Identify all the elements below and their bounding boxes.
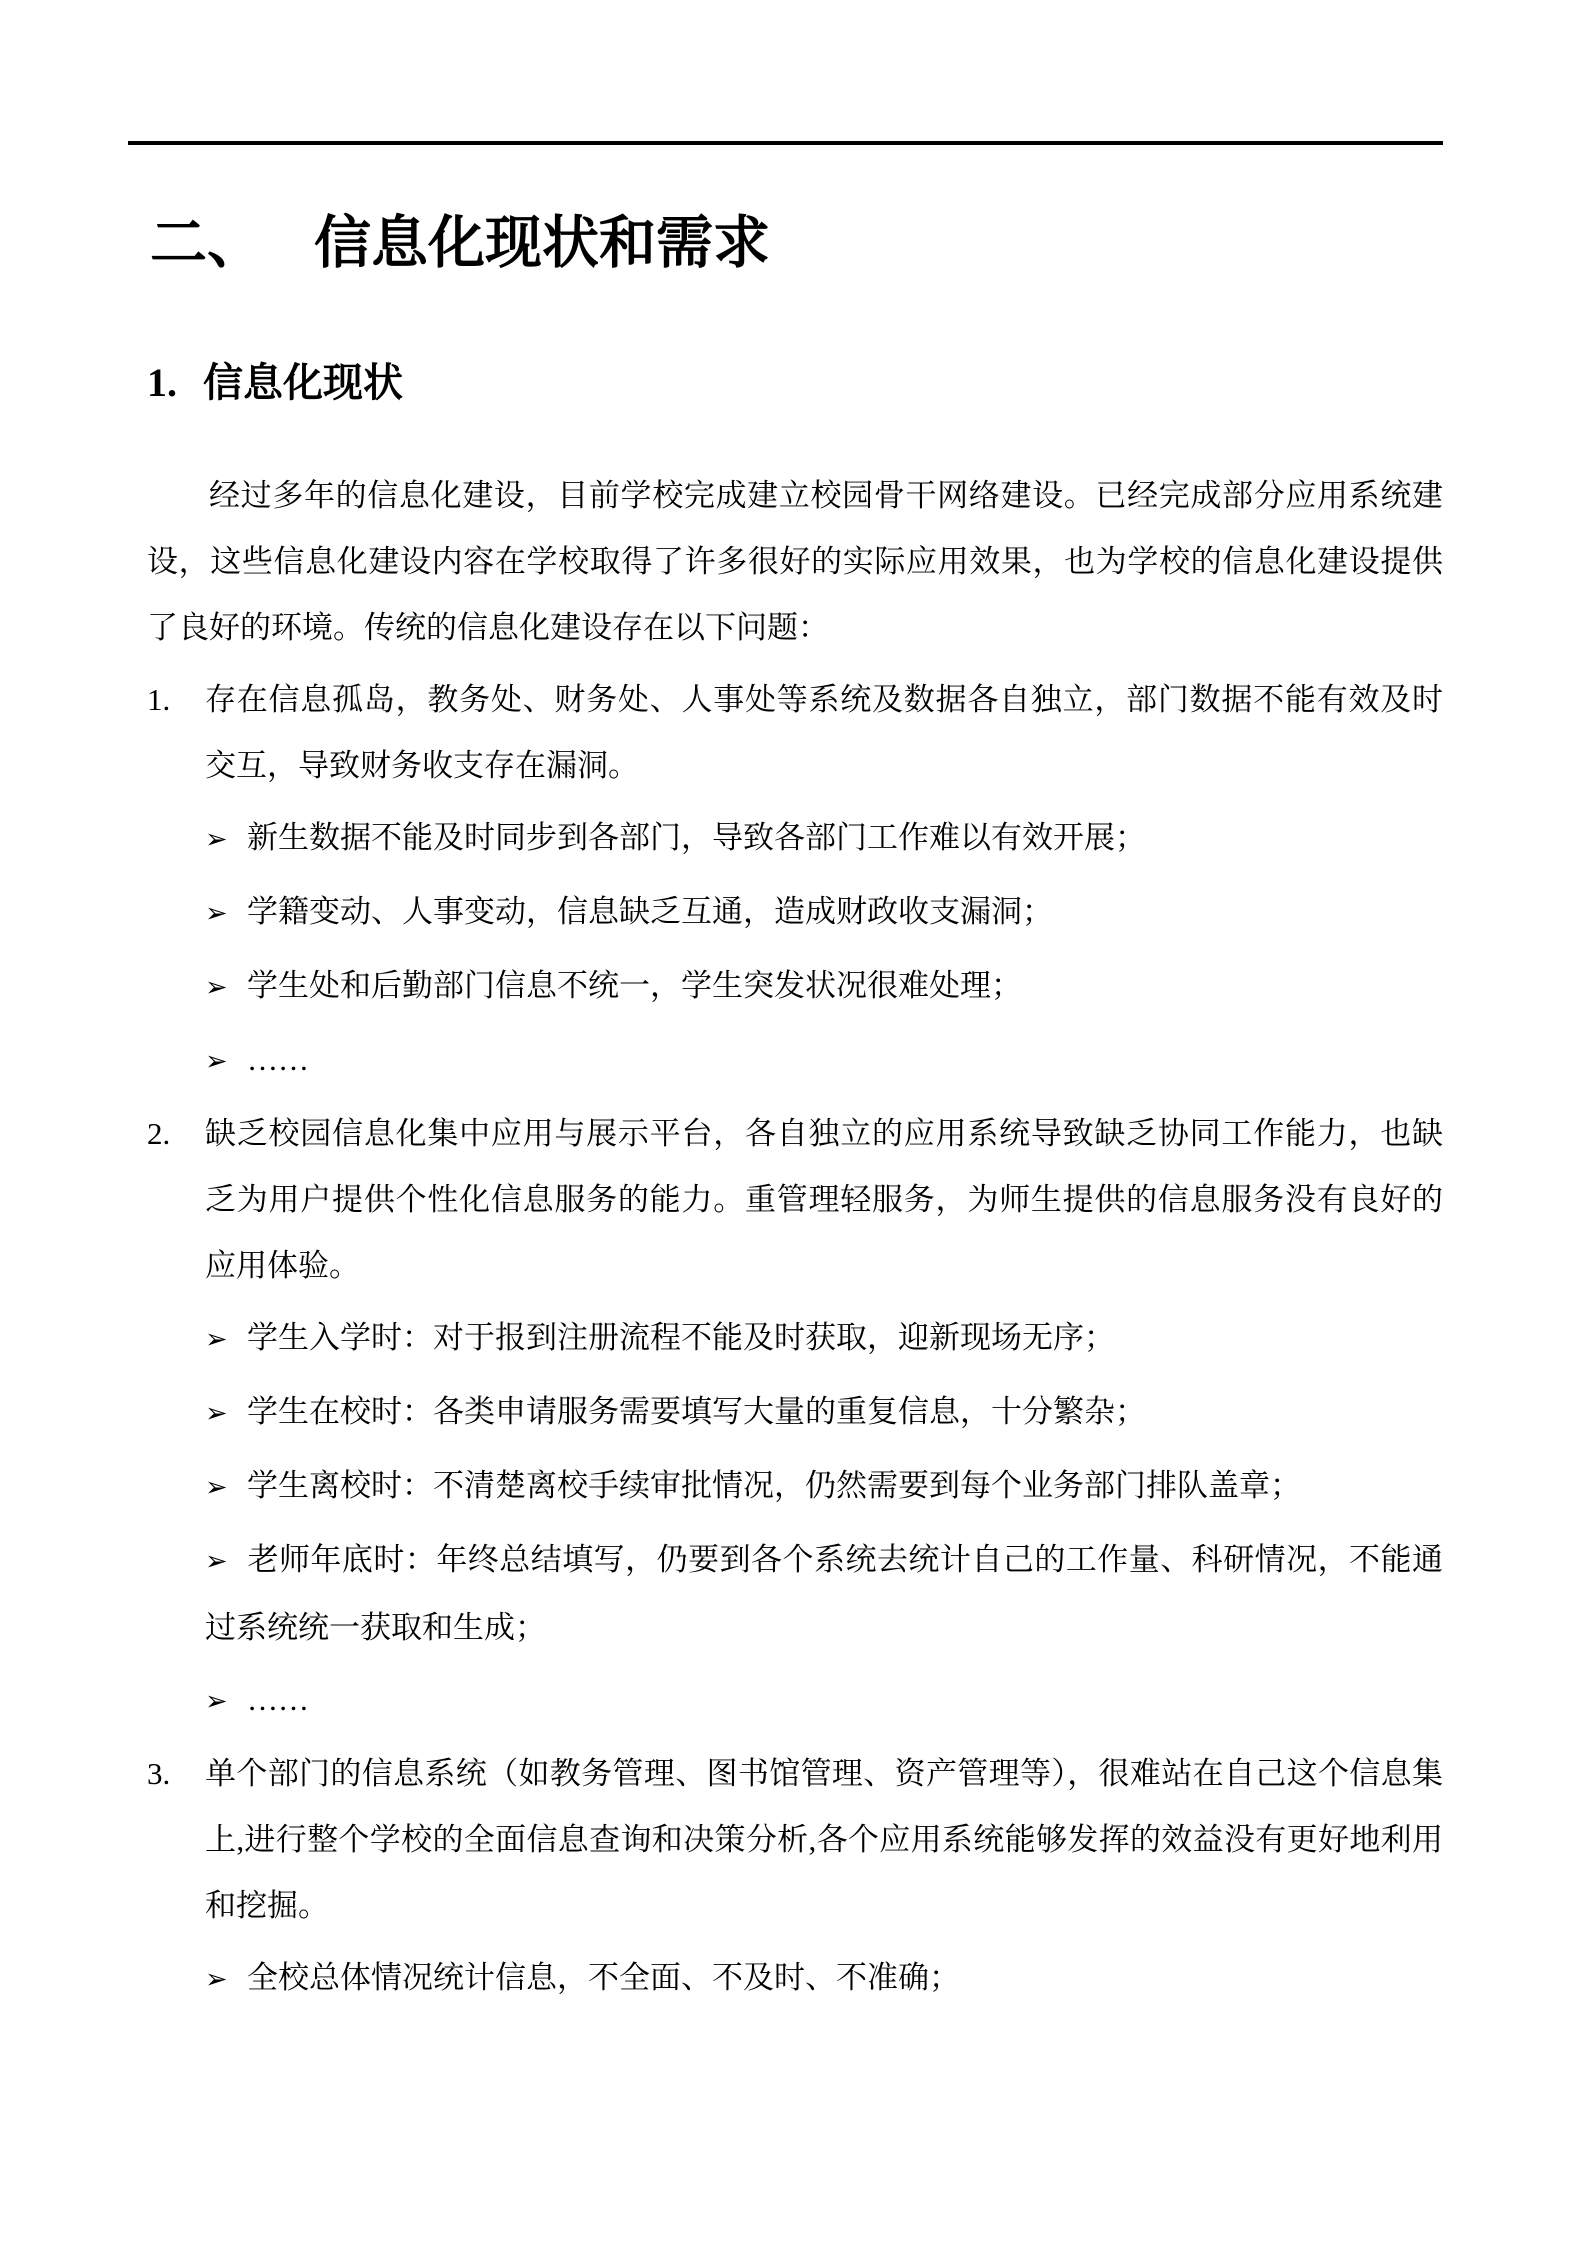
chapter-number: 二、 — [150, 212, 264, 275]
bullet-list-1 — [205, 805, 1443, 1095]
bullet-text: 学生在校时：各类申请服务需要填写大量的重复信息，十分繁杂； — [247, 1394, 1146, 1429]
bullet-arrow-icon: ➢ — [205, 898, 228, 929]
problem-text: 存在信息孤岛，教务处、财务处、人事处等系统及数据各自独立，部门数据不能有效及时交互，导致财务收支存在漏洞。 — [205, 682, 1443, 783]
bullet-list-3 — [205, 1945, 1443, 2013]
bullet-arrow-icon: ➢ — [205, 972, 228, 1003]
chapter-heading — [150, 205, 1443, 283]
bullet-text: 新生数据不能及时同步到各部门，导致各部门工作难以有效开展； — [247, 820, 1146, 855]
bullet-text: 学生离校时：不清楚离校手续审批情况，仍然需要到每个业务部门排队盖章； — [247, 1468, 1301, 1503]
bullet-text: …… — [247, 1682, 309, 1717]
intro-paragraph: 经过多年的信息化建设，目前学校完成建立校园骨干网络建设。已经完成部分应用系统建设，这些信息化建设内容在学校取得了许多很好的实际应用效果，也为学校的信息化建设提供了良好的环境。传统的信息化建设存在以下问题： — [147, 478, 1443, 645]
bullet-text: 学生入学时：对于报到注册流程不能及时获取，迎新现场无序； — [247, 1320, 1115, 1355]
bullet-item — [205, 1945, 1443, 2013]
section-title: 信息化现状 — [203, 360, 403, 405]
bullet-arrow-icon: ➢ — [205, 824, 228, 855]
problem-text: 单个部门的信息系统（如教务管理、图书馆管理、资产管理等），很难站在自己这个信息集上,进行整个学校的全面信息查询和决策分析,各个应用系统能够发挥的效益没有更好地利用和挖掘。 — [205, 1756, 1443, 1923]
problem-number: 1. — [147, 682, 171, 717]
bullet-text: 学生处和后勤部门信息不统一，学生突发状况很难处理； — [247, 968, 1022, 1003]
bullet-item — [205, 1305, 1443, 1373]
bullet-item — [205, 1527, 1443, 1661]
bullet-arrow-icon: ➢ — [205, 1046, 228, 1077]
bullet-arrow-icon: ➢ — [205, 1964, 228, 1995]
bullet-text: 学籍变动、人事变动，信息缺乏互通，造成财政收支漏洞； — [247, 894, 1053, 929]
problem-number: 2. — [147, 1116, 171, 1151]
bullet-item — [205, 1027, 1443, 1095]
bullet-item — [205, 1379, 1443, 1447]
bullet-arrow-icon: ➢ — [205, 1686, 228, 1717]
problem-item-2 — [147, 1101, 1443, 1299]
bullet-arrow-icon: ➢ — [205, 1324, 228, 1355]
bullet-item — [205, 1667, 1443, 1735]
problem-item-3 — [147, 1741, 1443, 1939]
section-heading — [147, 355, 1443, 411]
bullet-arrow-icon: ➢ — [205, 1398, 228, 1429]
chapter-title: 信息化现状和需求 — [314, 212, 770, 275]
bullet-text: …… — [247, 1042, 309, 1077]
page-content — [147, 205, 1443, 2013]
bullet-item — [205, 1453, 1443, 1521]
bullet-text: 老师年底时：年终总结填写，仍要到各个系统去统计自己的工作量、科研情况，不能通过系统统一获取和生成； — [205, 1542, 1443, 1645]
problem-number: 3. — [147, 1756, 171, 1791]
header-rule — [128, 141, 1443, 145]
bullet-item — [205, 879, 1443, 947]
bullet-text: 全校总体情况统计信息，不全面、不及时、不准确； — [247, 1960, 960, 1995]
bullet-item — [205, 805, 1443, 873]
bullet-list-2 — [205, 1305, 1443, 1735]
section-number: 1. — [147, 360, 177, 405]
problem-text: 缺乏校园信息化集中应用与展示平台，各自独立的应用系统导致缺乏协同工作能力，也缺乏为用户提供个性化信息服务的能力。重管理轻服务，为师生提供的信息服务没有良好的应用体验。 — [205, 1116, 1443, 1283]
problem-item-1 — [147, 667, 1443, 799]
bullet-arrow-icon: ➢ — [205, 1546, 228, 1577]
bullet-arrow-icon: ➢ — [205, 1472, 228, 1503]
bullet-item — [205, 953, 1443, 1021]
